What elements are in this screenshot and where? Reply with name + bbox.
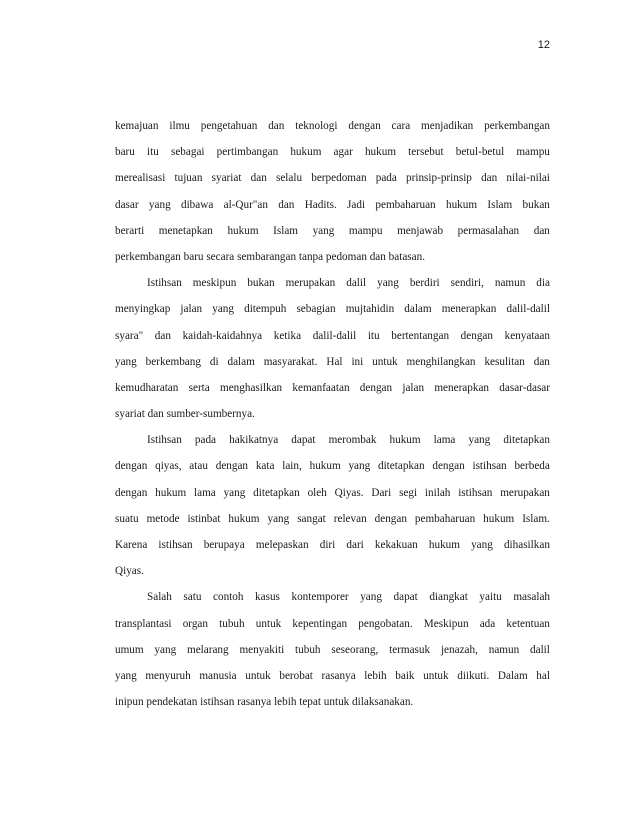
text-line: kemudharatan serta menghasilkan kemanfaatan dengan jalan menerapkan dasar-dasar [115, 381, 550, 394]
text-line: Karena istihsan berupaya melepaskan diri dari kekakuan hukum yang dihasilkan [115, 539, 550, 551]
text-line: dengan hukum lama yang ditetapkan oleh Qiyas. Dari segi inilah istihsan merupakan [115, 486, 550, 499]
text-line: Qiyas. [115, 565, 144, 578]
text-line: yang berkembang di dalam masyarakat. Hal ini untuk menghilangkan kesulitan dan [115, 355, 550, 368]
text-line: dengan qiyas, atau dengan kata lain, hukum yang ditetapkan dengan istihsan berbeda [115, 460, 550, 473]
text-line: yang menyuruh manusia untuk berobat rasanya lebih baik untuk diikuti. Dalam hal [115, 669, 550, 682]
text-line: menyingkap jalan yang ditempuh sebagian mujtahidin dalam menerapkan dalil-dalil [115, 303, 550, 316]
text-line: kemajuan ilmu pengetahuan dan teknologi dengan cara menjadikan perkembangan [115, 120, 550, 132]
text-line: transplantasi organ tubuh untuk kepentingan pengobatan. Meskipun ada ketentuan [115, 617, 550, 630]
text-line: berarti menetapkan hukum Islam yang mampu menjawab permasalahan dan [115, 224, 550, 237]
text-line: dasar yang dibawa al-Qur"an dan Hadits. Jadi pembaharuan hukum Islam bukan [115, 198, 550, 211]
text-line: inipun pendekatan istihsan rasanya lebih tepat untuk dilaksanakan. [115, 696, 414, 709]
text-line: Istihsan pada hakikatnya dapat merombak hukum lama yang ditetapkan [147, 434, 550, 447]
page-number: 12 [537, 39, 550, 51]
text-line: Istihsan meskipun bukan merupakan dalil yang berdiri sendiri, namun dia [147, 277, 550, 290]
text-line: syara" dan kaidah-kaidahnya ketika dalil-dalil itu bertentangan dengan kenyataan [115, 329, 550, 342]
text-line: syariat dan sumber-sumbernya. [115, 408, 255, 421]
text-line: baru itu sebagai pertimbangan hukum agar hukum tersebut betul-betul mampu [115, 146, 550, 159]
text-line: suatu metode istinbat hukum yang sangat relevan dengan pembaharuan hukum Islam. [115, 512, 550, 525]
text-line: perkembangan baru secara sembarangan tanpa pedoman dan batasan. [115, 250, 425, 263]
body-text [115, 118, 550, 720]
text-line: Salah satu contoh kasus kontemporer yang dapat diangkat yaitu masalah [147, 591, 550, 604]
text-line: merealisasi tujuan syariat dan selalu berpedoman pada prinsip-prinsip dan nilai-nilai [115, 172, 550, 185]
text-line: umum yang melarang menyakiti tubuh seseorang, termasuk jenazah, namun dalil [115, 643, 550, 656]
